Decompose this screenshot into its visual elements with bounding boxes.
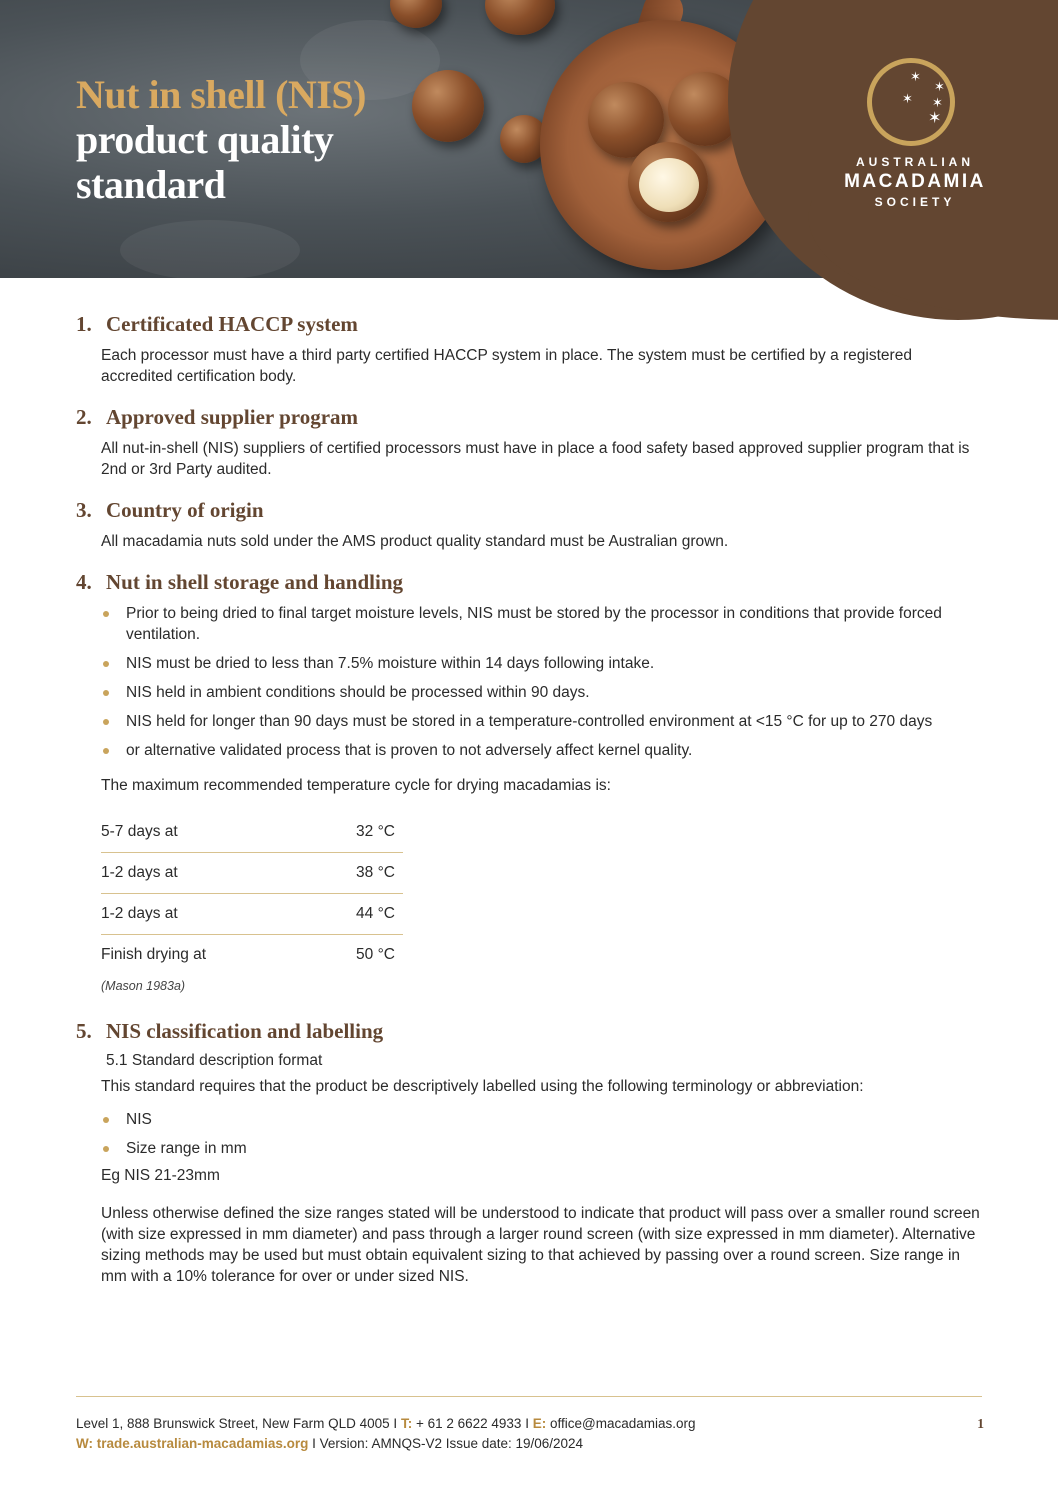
list-item: Prior to being dried to final target moisture levels, NIS must be stored by the processor in conditions that provide forced ventilation. bbox=[101, 603, 984, 645]
star-icon: ✶ bbox=[934, 79, 945, 94]
texture bbox=[120, 220, 300, 278]
storage-bullet-list bbox=[101, 603, 984, 761]
phone-label: T: bbox=[400, 1416, 413, 1431]
list-item: NIS bbox=[101, 1109, 984, 1130]
table-cell-value: 50 °C bbox=[356, 946, 395, 963]
section-1-heading bbox=[76, 312, 984, 337]
section-1-text: Each processor must have a third party certified HACCP system in place. The system must be certified by a registered accredited certification body. bbox=[101, 347, 912, 385]
subsection-title: 5.1 Standard description format bbox=[106, 1052, 323, 1069]
table-cell-value: 44 °C bbox=[310, 894, 403, 935]
star-icon: ✶ bbox=[910, 69, 921, 84]
label-bullet-list bbox=[101, 1109, 984, 1159]
page-footer bbox=[76, 1414, 984, 1454]
section-title: Certificated HACCP system bbox=[106, 312, 358, 336]
section-3-text: All macadamia nuts sold under the AMS product quality standard must be Australian grown. bbox=[101, 533, 729, 550]
title-line-3: standard bbox=[76, 162, 226, 207]
footer-divider bbox=[76, 1396, 982, 1397]
table-cell-value: 32 °C bbox=[310, 812, 403, 853]
table-intro: The maximum recommended temperature cycle for drying macadamias is: bbox=[101, 777, 611, 794]
table-cell-label: Finish drying at bbox=[101, 946, 207, 963]
temperature-table bbox=[101, 812, 403, 975]
separator: I bbox=[393, 1416, 398, 1431]
list-item: or alternative validated process that is proven to not adversely affect kernel quality. bbox=[101, 740, 984, 761]
table-row bbox=[101, 894, 403, 935]
macadamia-kernel-image bbox=[639, 158, 699, 212]
section-number: 3. bbox=[76, 498, 92, 522]
section-title: Country of origin bbox=[106, 498, 264, 522]
section-number: 4. bbox=[76, 570, 92, 594]
section-number: 5. bbox=[76, 1019, 92, 1043]
table-cell-label: 1-2 days at bbox=[101, 853, 310, 894]
section-5-text: Unless otherwise defined the size ranges stated will be understood to indicate that product will pass over a smaller round screen (with size expressed in mm diameter) and pass through a larger round screen (with size expressed in mm diameter). Alternative sizing methods may be used but must obtain equivalent sizing to that achieved by passing over a round screen. Size range in mm with a 10% tolerance for over or under sized NIS. bbox=[101, 1205, 980, 1285]
logo-line-1: AUSTRALIAN bbox=[856, 155, 974, 169]
document-title bbox=[76, 72, 366, 207]
list-item: Size range in mm bbox=[101, 1138, 984, 1159]
section-2-heading bbox=[76, 405, 984, 430]
logo-line-2: MACADAMIA bbox=[844, 171, 986, 192]
star-icon: ✶ bbox=[932, 95, 943, 110]
footer-line-1 bbox=[76, 1414, 984, 1434]
section-title: Approved supplier program bbox=[106, 405, 359, 429]
macadamia-nut-image bbox=[412, 70, 484, 142]
section-title: NIS classification and labelling bbox=[106, 1019, 384, 1043]
footer-email[interactable]: office@macadamias.org bbox=[550, 1416, 696, 1431]
section-number: 1. bbox=[76, 312, 92, 336]
section-4-heading bbox=[76, 570, 984, 595]
title-line-2: product quality bbox=[76, 117, 334, 162]
section-5-intro: This standard requires that the product be descriptively labelled using the following terminology or abbreviation: bbox=[101, 1078, 864, 1095]
separator: I bbox=[525, 1416, 529, 1431]
table-cell-label: 5-7 days at bbox=[101, 812, 310, 853]
footer-line-2 bbox=[76, 1434, 984, 1454]
footer-address: Level 1, 888 Brunswick Street, New Farm QLD 4005 bbox=[76, 1416, 390, 1431]
star-icon: ✶ bbox=[902, 91, 913, 106]
footer-phone: + 61 2 6622 4933 bbox=[415, 1416, 522, 1431]
section-number: 2. bbox=[76, 405, 92, 429]
logo-wordmark bbox=[805, 155, 1025, 209]
separator: I bbox=[312, 1436, 316, 1451]
logo-line-3: SOCIETY bbox=[874, 195, 956, 209]
list-item: NIS held in ambient conditions should be processed within 90 days. bbox=[101, 682, 984, 703]
section-2-text: All nut-in-shell (NIS) suppliers of certified processors must have in place a food safety based approved supplier program that is 2nd or 3rd Party audited. bbox=[101, 440, 970, 478]
section-5-heading bbox=[76, 1019, 984, 1044]
table-cell-value: 38 °C bbox=[310, 853, 403, 894]
macadamia-nut-image bbox=[485, 0, 555, 35]
table-row bbox=[101, 935, 403, 976]
section-3-heading bbox=[76, 498, 984, 523]
list-item: NIS must be dried to less than 7.5% moisture within 14 days following intake. bbox=[101, 653, 984, 674]
page-number: 1 bbox=[977, 1416, 984, 1431]
example-text: Eg NIS 21-23mm bbox=[101, 1167, 220, 1184]
star-icon: ✶ bbox=[928, 110, 942, 127]
table-cell-label: 1-2 days at bbox=[101, 894, 310, 935]
web-label: W: bbox=[76, 1436, 93, 1451]
table-row bbox=[101, 812, 403, 853]
list-item: NIS held for longer than 90 days must be stored in a temperature-controlled environment at <15 °C for up to 270 days bbox=[101, 711, 984, 732]
table-row bbox=[101, 853, 403, 894]
email-label: E: bbox=[532, 1416, 547, 1431]
title-line-1: Nut in shell (NIS) bbox=[76, 72, 366, 117]
footer-version: Version: AMNQS-V2 Issue date: 19/06/2024 bbox=[319, 1436, 584, 1451]
footer-website-link[interactable]: trade.australian-macadamias.org bbox=[96, 1436, 309, 1451]
document-body bbox=[76, 312, 984, 1305]
section-title: Nut in shell storage and handling bbox=[106, 570, 403, 594]
citation: (Mason 1983a) bbox=[101, 979, 186, 993]
